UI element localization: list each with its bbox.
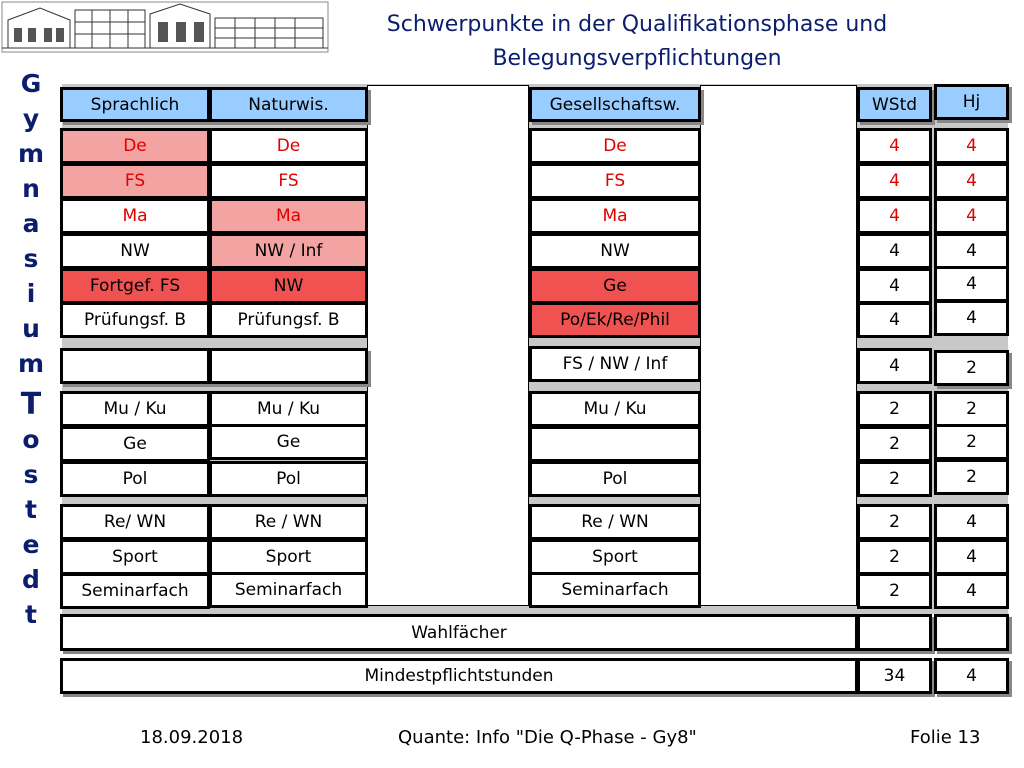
footer-date: 18.09.2018 [140,727,244,748]
side-letter: m [17,139,45,168]
r4-hj: 4 [934,233,1009,269]
r4-wstd: 4 [857,233,932,269]
r9-wstd: 2 [857,426,932,462]
side-letter: t [25,600,37,629]
r5-c3: Ge [529,268,701,304]
header-wstd: WStd [857,87,932,122]
header-sprachlich: Sprachlich [60,87,210,122]
side-letter: t [25,495,37,524]
r3-c1: Ma [60,198,210,234]
r2-c2: FS [209,163,368,199]
r2-wstd: 4 [857,163,932,199]
r7-c2 [209,348,368,384]
r10-wstd: 2 [857,461,932,497]
side-letter: u [22,314,40,343]
r13-wstd: 2 [857,573,932,609]
r1-c2: De [209,128,368,164]
r13-c1: Seminarfach [60,573,210,609]
r12-hj: 4 [934,539,1009,575]
side-letter: s [23,460,39,489]
blank-column-b [700,85,857,606]
wahlfaecher-wstd [857,614,932,651]
header-naturwis: Naturwis. [209,87,368,122]
side-letter: a [22,209,40,238]
side-letter: d [22,565,40,594]
vertical-school-name [0,66,62,632]
side-letter: s [23,244,39,273]
r11-hj: 4 [934,504,1009,540]
r1-c1: De [60,128,210,164]
r9-c2: Ge [209,424,368,460]
r7-wstd: 4 [857,348,932,384]
r12-c3: Sport [529,539,701,575]
r5-hj: 4 [934,266,1009,302]
r10-c2: Pol [209,461,368,497]
r6-c2: Prüfungsf. B [209,302,368,338]
page-title-line2: Belegungsverpflichtungen [492,46,782,71]
r3-c2: Ma [209,198,368,234]
r12-wstd: 2 [857,539,932,575]
r6-hj: 4 [934,300,1009,336]
r4-c3: NW [529,233,701,269]
r11-wstd: 2 [857,504,932,540]
wahlfaecher-row: Wahlfächer [60,614,858,651]
side-letter: m [17,349,45,378]
side-letter: o [22,425,40,454]
r12-c1: Sport [60,539,210,575]
r7-hj: 2 [934,350,1009,386]
r2-c3: FS [529,163,701,199]
r6-c1: Prüfungsf. B [60,302,210,338]
footer-center: Quante: Info "Die Q-Phase - Gy8" [398,727,697,748]
r10-c3: Pol [529,461,701,497]
r5-c2: NW [209,268,368,304]
r13-c3: Seminarfach [529,572,701,608]
r8-c2: Mu / Ku [209,391,368,427]
r1-c3: De [529,128,701,164]
r12-c2: Sport [209,539,368,575]
side-letter: e [22,530,40,559]
blank-column-a [367,85,529,606]
r4-c2: NW / Inf [209,233,368,269]
r8-c1: Mu / Ku [60,391,210,427]
r9-c1: Ge [60,426,210,462]
r1-hj: 4 [934,128,1009,164]
r1-wstd: 4 [857,128,932,164]
r2-c1: FS [60,163,210,199]
r6-wstd: 4 [857,302,932,338]
page-title-line1: Schwerpunkte in der Qualifikationsphase und [386,12,888,37]
r4-c1: NW [60,233,210,269]
wahlfaecher-hj [934,614,1009,651]
r11-c3: Re / WN [529,504,701,540]
r11-c1: Re/ WN [60,504,210,540]
r10-hj: 2 [934,459,1009,495]
side-letter: T [20,387,42,422]
header-gesellschaftsw: Gesellschaftsw. [529,87,701,122]
r5-c1: Fortgef. FS [60,268,210,304]
r6-c3: Po/Ek/Re/Phil [529,302,701,338]
header-hj: Hj [934,84,1009,120]
r7-c3: FS / NW / Inf [529,346,701,382]
school-building-logo [0,0,330,54]
r5-wstd: 4 [857,268,932,304]
r9-hj: 2 [934,424,1009,460]
r3-hj: 4 [934,198,1009,234]
r7-c1 [60,348,210,384]
mindest-row: Mindestpflichtstunden [60,658,858,694]
r8-wstd: 2 [857,391,932,427]
r3-c3: Ma [529,198,701,234]
r9-c3 [529,426,701,462]
r13-c2: Seminarfach [209,572,368,608]
side-letter: n [22,174,40,203]
r13-hj: 4 [934,573,1009,609]
side-letter: i [26,279,36,308]
footer-slide-number: Folie 13 [910,727,981,748]
side-letter: G [20,69,42,98]
r8-hj: 2 [934,391,1009,427]
r3-wstd: 4 [857,198,932,234]
mindest-hj: 4 [934,658,1009,694]
r10-c1: Pol [60,461,210,497]
r11-c2: Re / WN [209,504,368,540]
mindest-wstd: 34 [857,658,932,694]
side-letter: y [22,104,40,133]
r8-c3: Mu / Ku [529,391,701,427]
r2-hj: 4 [934,163,1009,199]
